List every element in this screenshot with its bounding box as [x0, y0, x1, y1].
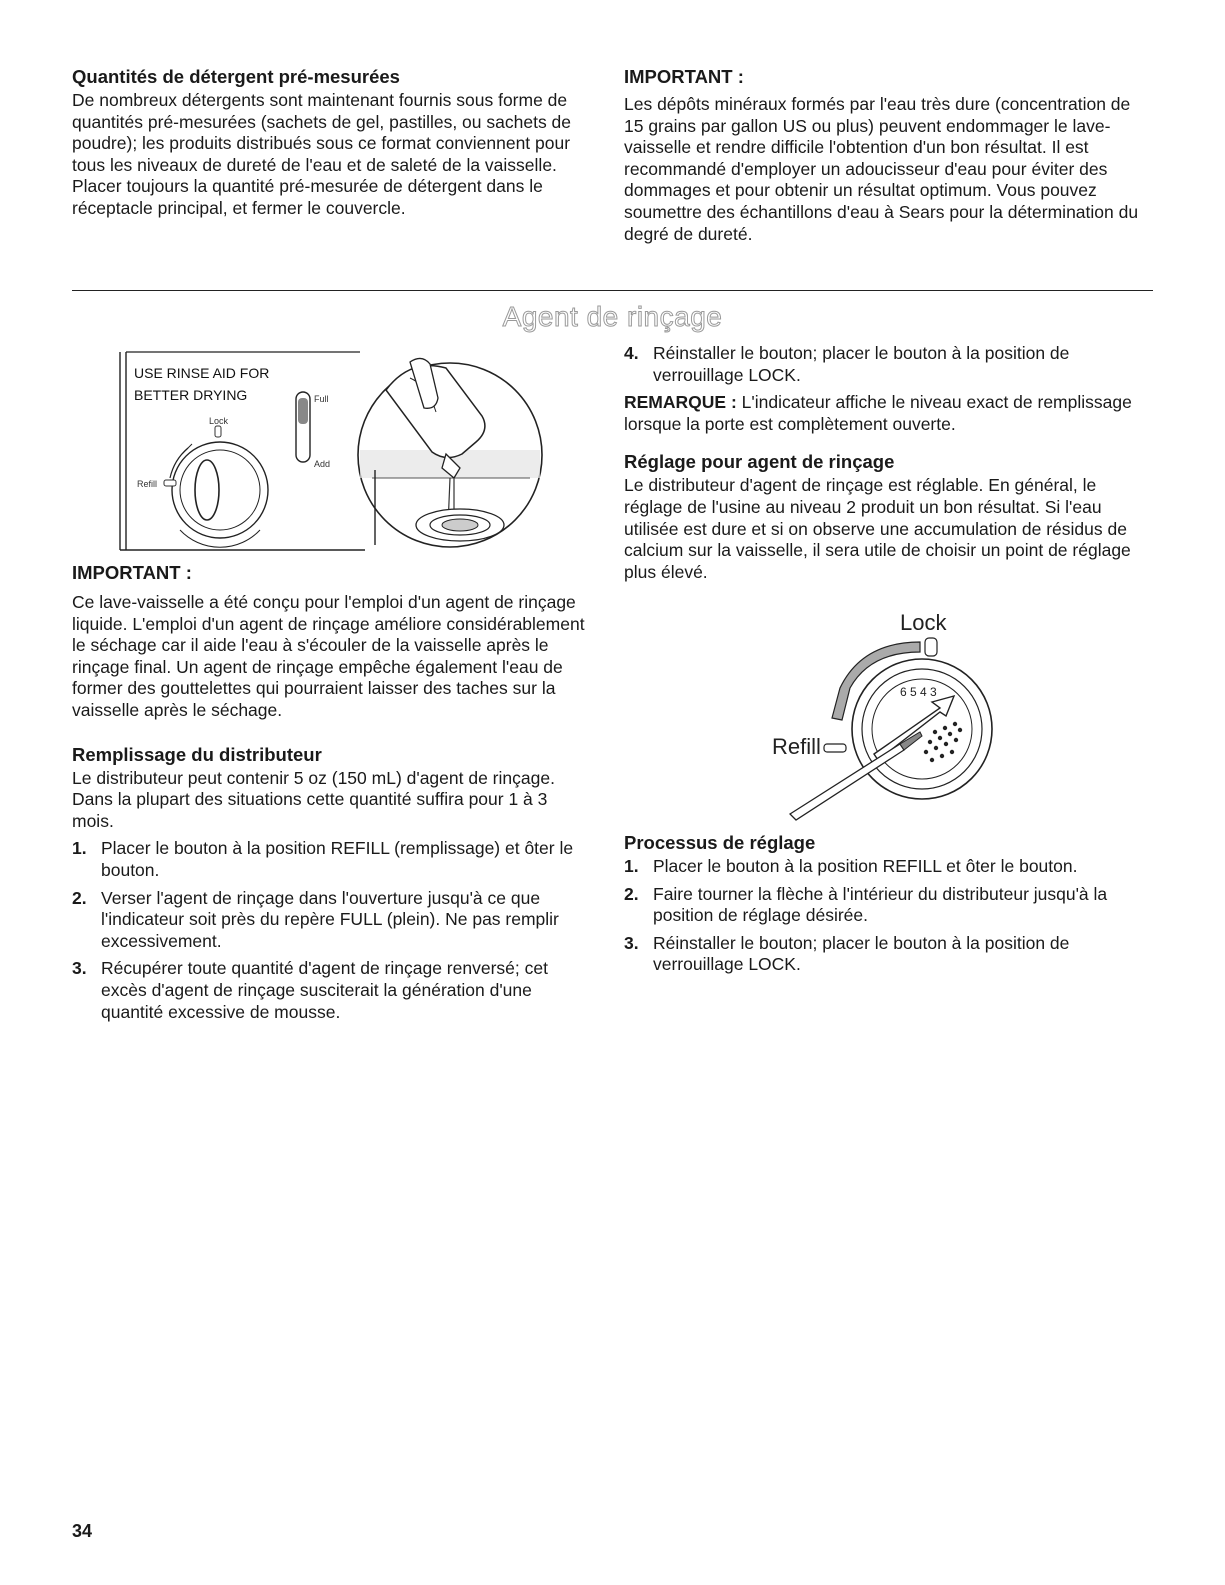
- step-text: Réinstaller le bouton; placer le bouton à la position de verrouillage LOCK.: [653, 343, 1070, 385]
- figure1-refill-label: Refill: [137, 479, 158, 489]
- step-number: 3.: [72, 958, 87, 979]
- step-text: Réinstaller le bouton; placer le bouton à la position de verrouillage LOCK.: [653, 932, 1070, 975]
- list-item: [72, 958, 592, 1023]
- remark-label: REMARQUE :: [624, 392, 737, 413]
- setting-body: Le distributeur d'agent de rinçage est réglable. En général, le réglage de l'usine au niveau 2 produit un bon résultat. Si l'eau utilisée est dure et si on observe une accumulation de résidus de calcium sur la vaisselle, il sera utile de choisir un point de réglage plus élevé.: [624, 475, 1131, 582]
- section-title: Agent de rinçage: [502, 301, 723, 332]
- step-text: Placer le bouton à la position REFILL (remplissage) et ôter le bouton.: [101, 838, 574, 880]
- list-item: [72, 838, 592, 881]
- step-text: Placer le bouton à la position REFILL et ôter le bouton.: [653, 856, 1078, 876]
- list-item: [72, 888, 592, 953]
- process-section: [624, 832, 1152, 976]
- setting-heading: Réglage pour agent de rinçage: [624, 451, 895, 473]
- list-item: [624, 933, 1152, 976]
- process-steps: [624, 856, 1152, 976]
- fill-steps: [72, 838, 592, 1023]
- list-item: [624, 343, 1152, 386]
- fill-heading: Remplissage du distributeur: [72, 743, 322, 765]
- step-number: 4.: [624, 343, 639, 363]
- page-number: 34: [72, 1521, 93, 1541]
- process-heading: Processus de réglage: [624, 832, 816, 853]
- fill-steps-continued: [624, 343, 1152, 386]
- figure2-refill-label: Refill: [772, 734, 821, 759]
- panel-text-line2: BETTER DRYING: [134, 387, 248, 403]
- detergent-section: [72, 66, 592, 220]
- step-number: 2.: [72, 887, 87, 908]
- dial-digits: 6 5 4 3: [900, 685, 937, 699]
- figure1-full-label: Full: [314, 394, 329, 404]
- detergent-body: De nombreux détergents sont maintenant fournis sous forme de quantités pré-mesurées (sachets de gel, pastilles, ou sachets de poudre); les produits distribués sous ce format conviennent pour tous les niveaux de dureté de l'eau et de saleté de la vaisselle. Placer toujours la quantité pré-mesurée de détergent dans le réceptacle principal, et fermer le couvercle.: [72, 90, 572, 218]
- step-number: 3.: [624, 932, 639, 953]
- step-number: 1.: [72, 838, 87, 859]
- list-item: [624, 884, 1152, 927]
- panel-text-line1: USE RINSE AID FOR: [134, 365, 270, 381]
- hard-water-heading: IMPORTANT :: [624, 66, 744, 87]
- step-number: 1.: [624, 856, 639, 876]
- figure1-lock-label: Lock: [209, 416, 229, 426]
- remark: [624, 392, 1152, 435]
- rinse-aid-dispenser-figure: [110, 350, 550, 560]
- hard-water-section: [624, 66, 1152, 245]
- section-divider: [72, 290, 1153, 291]
- right-column: [624, 343, 1152, 583]
- step-number: 2.: [624, 883, 639, 904]
- remark-text: L'indicateur affiche le niveau exact de remplissage lorsque la porte est complètement ouverte.: [624, 392, 1132, 434]
- dial-adjustment-figure: [770, 604, 1010, 824]
- hard-water-body: Les dépôts minéraux formés par l'eau très dure (concentration de 15 grains par gallon US ou plus) peuvent endommager le lave-vaisselle et rendre difficile l'obtention d'un bon résultat. Il est recommandé d'employer un adoucisseur d'eau pour éviter des dommages et pour obtenir un résultat optimum. Vous pouvez soumettre des échantillons d'eau à Sears pour la détermination du degré de dureté.: [624, 94, 1139, 244]
- list-item: [624, 856, 1152, 878]
- important-body: Ce lave-vaisselle a été conçu pour l'emploi d'un agent de rinçage liquide. L'emploi d'un agent de rinçage améliore considérablement le séchage car il aide l'eau à s'écouler de la vaisselle après le rinçage final. Un agent de rinçage empêche également l'eau de former des gouttelettes qui pourraient laisser des taches sur la vaisselle après le séchage.: [72, 592, 585, 720]
- figure1-add-label: Add: [314, 459, 331, 469]
- figure2-lock-label: Lock: [900, 610, 947, 635]
- step-text: Récupérer toute quantité d'agent de rinçage renversé; cet excès d'agent de rinçage susciterait la génération d'une quantité excessive de mousse.: [101, 958, 548, 1022]
- fill-body: Le distributeur peut contenir 5 oz (150 mL) d'agent de rinçage. Dans la plupart des situations cette quantité suffira pour 1 à 3 mois.: [72, 767, 555, 831]
- left-column: [72, 562, 592, 1023]
- step-text: Faire tourner la flèche à l'intérieur du distributeur jusqu'à la position de réglage désirée.: [653, 883, 1108, 926]
- step-text: Verser l'agent de rinçage dans l'ouverture jusqu'à ce que l'indicateur soit près du repère FULL (plein). Ne pas remplir excessivement.: [101, 887, 559, 951]
- detergent-heading: Quantités de détergent pré-mesurées: [72, 66, 400, 87]
- important-heading: IMPORTANT :: [72, 562, 192, 583]
